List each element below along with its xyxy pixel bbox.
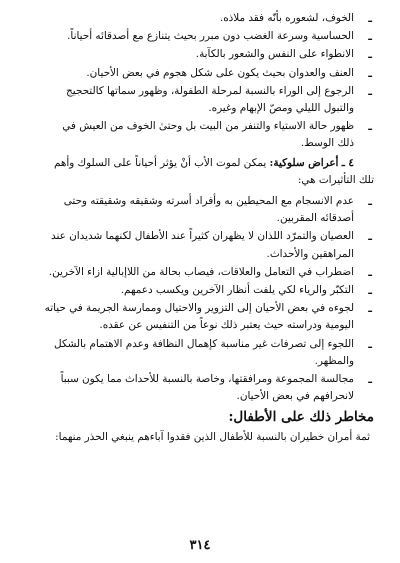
bullet-dash: ـ	[368, 12, 372, 25]
bullet-dash: ـ	[368, 373, 372, 387]
section-heading: مخاطر ذلك على الأطفال:	[228, 409, 374, 426]
list-item-text: العنف والعدوان بحيث يكون على شكل هجوم في بعض الأحيان.	[86, 66, 354, 79]
list-item-text: العصيان والتمرّد اللذان لا يظهران كثيراً عند الأطفال لكنهما شديدان عند المراهقين والأحداث.	[51, 230, 354, 260]
bullet-dash: ـ	[368, 30, 372, 44]
list-item	[44, 193, 374, 227]
list-item	[44, 83, 374, 117]
section-4-paragraph	[44, 155, 374, 189]
list-item	[44, 28, 374, 45]
bullet-dash: ـ	[368, 337, 372, 351]
bullet-dash: ـ	[368, 84, 372, 98]
closing-paragraph: ثمة أمران خطيران بالنسبة للأطفال الذين فقدوا آباءهم ينبغي الحذر منهما:	[55, 431, 370, 444]
list-item	[44, 65, 374, 82]
top-symptom-list	[44, 10, 374, 153]
bullet-dash: ـ	[368, 120, 372, 134]
list-item	[44, 282, 374, 299]
list-item	[44, 264, 374, 281]
list-item	[44, 118, 374, 152]
list-item	[44, 10, 374, 27]
list-item	[44, 371, 374, 405]
list-item-text: اللجوء إلى تصرفات غير مناسبة كإهمال النظافة وعدم الاهتمام بالشكل والمظهر.	[54, 337, 354, 367]
bullet-dash: ـ	[368, 265, 372, 279]
bullet-dash: ـ	[368, 195, 372, 209]
list-item-text: الرجوع إلى الوراء بالنسبة لمرحلة الطفولة، وظهور سماتها كالتحجيج والتبول الليلي ومصّ الإبهام وغيره.	[66, 84, 354, 115]
list-item	[44, 300, 374, 334]
bullet-dash: ـ	[368, 284, 372, 298]
section-title: أعراض سلوكية:	[269, 156, 339, 169]
bullet-dash: ـ	[368, 48, 372, 62]
page-number: ٣١٤	[189, 538, 211, 553]
list-item-text: اضطراب في التعامل والعلاقات، فيصاب بحالة من اللاإبالية ازاء الآخرين.	[48, 265, 354, 278]
list-item-text: عدم الانسجام مع المحيطين به وأفراد أسرته وشقيقه وشقيقته وحتى أصدقائه المقربين.	[63, 195, 354, 225]
list-item-text: الانطواء على النفس والشعور بالكآبة.	[195, 48, 354, 61]
list-item	[44, 336, 374, 370]
behavioral-symptom-list	[44, 193, 374, 405]
list-item-text: مجالسة المجموعة ومرافقتها، وخاصة بالنسبة للأحداث مما يكون سبباً لانحرافهم في بعض الأحيان.	[60, 373, 354, 403]
section-number: ٤ ـ	[341, 156, 354, 169]
bullet-dash: ـ	[368, 230, 372, 244]
bullet-dash: ـ	[368, 66, 372, 80]
section-text: يمكن لموت الأب أنْ يؤثر أحياناً على السلوك وأهم تلك التأثيرات هي:	[53, 156, 374, 186]
list-item	[44, 228, 374, 262]
document-page	[44, 10, 374, 447]
list-item	[44, 46, 374, 63]
list-item-text: الحساسية وسرعة الغضب دون مبرر بحيث يتنازع مع أصدقائه أحياناً.	[67, 30, 354, 43]
list-item-text: التكبّر والرياء لكي يلفت أنظار الآخرين ويكسب دعمهم.	[120, 284, 354, 297]
list-item-text: لجوءه في بعض الأحيان إلى التزوير والاحتيال وممارسة الجريمة في حياته اليومية ودراسته حيث يعتبر ذلك نوعاً من التنفيس عن عقده.	[44, 302, 354, 332]
bullet-dash: ـ	[368, 302, 372, 316]
list-item-text: الخوف، لشعوره بأنّه فقد ملاذه.	[219, 12, 354, 24]
list-item-text: ظهور حالة الاستياء والتنفر من البيت بل وحتىٰ الخوف من العيش في ذلك الوسط.	[62, 120, 354, 150]
